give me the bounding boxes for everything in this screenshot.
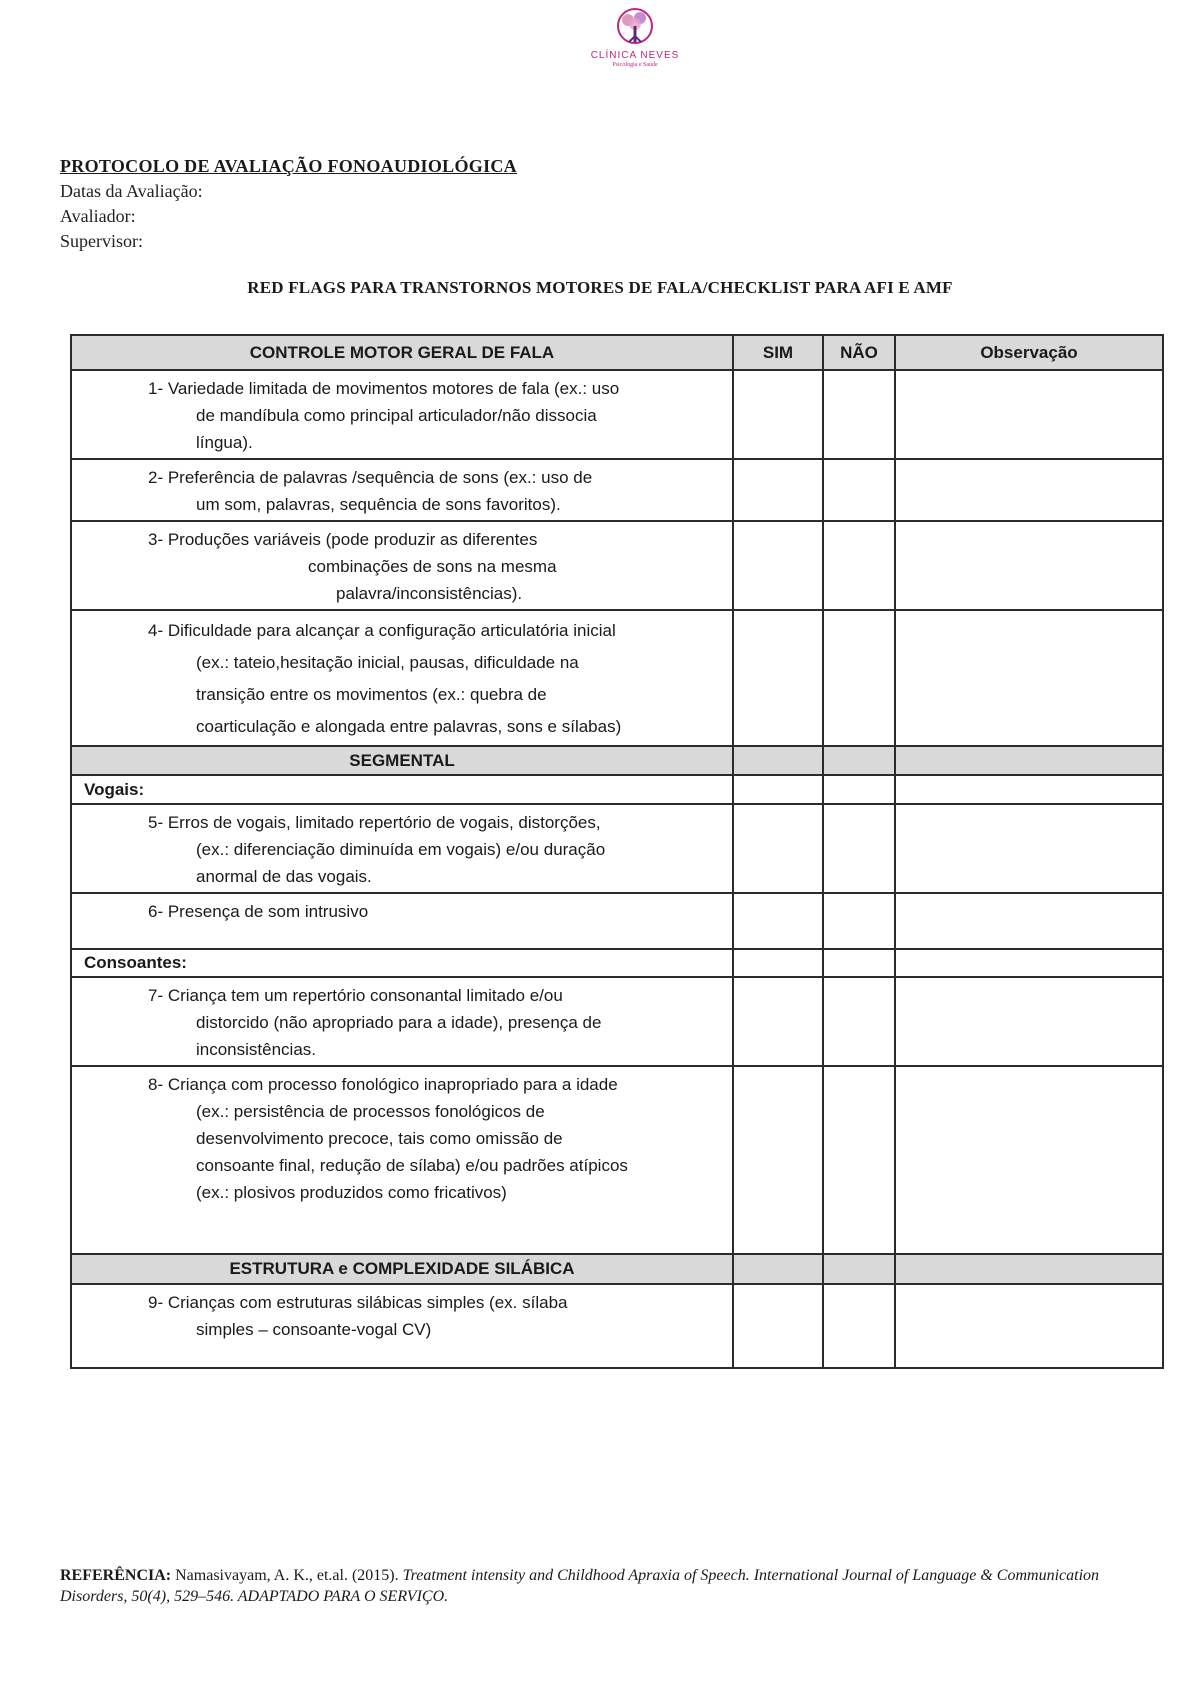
supervisor-field: Supervisor: [60,231,143,251]
evaluation-dates-field: Datas da Avaliação: [60,181,203,201]
no-header: NÃO [823,335,895,370]
notes-cell[interactable] [895,521,1163,610]
item-5 [71,804,733,893]
item-text-line: anormal de das vogais. [196,867,372,886]
yes-cell[interactable] [733,1066,823,1254]
yes-cell[interactable] [733,459,823,521]
notes-header: Observação [895,335,1163,370]
yes-cell[interactable] [733,949,823,977]
item-text-line: (ex.: tateio,hesitação inicial, pausas, dificuldade na [196,653,579,672]
no-cell[interactable] [823,459,895,521]
item-text-line: 2- Preferência de palavras /sequência de sons (ex.: uso de [148,468,593,487]
item-text-line: 5- Erros de vogais, limitado repertório de vogais, distorções, [148,813,601,832]
section-row-segmental [71,746,1163,775]
red-flags-checklist-table [70,334,1164,1369]
item-text-line: 1- Variedade limitada de movimentos motores de fala (ex.: uso [148,379,620,398]
table-row [71,459,1163,521]
no-cell[interactable] [823,977,895,1066]
table-row [71,893,1163,949]
item-text-line: língua). [196,433,253,452]
table-row [71,370,1163,459]
item-text-line: transição entre os movimentos (ex.: quebra de [196,685,547,704]
table-row [71,977,1163,1066]
subsection-title-consonants: Consoantes: [71,949,733,977]
no-cell[interactable] [823,1284,895,1368]
item-7 [71,977,733,1066]
no-cell[interactable] [823,949,895,977]
notes-cell[interactable] [895,804,1163,893]
notes-cell[interactable] [895,977,1163,1066]
reference-authors: Namasivayam, A. K., et.al. (2015). [171,1567,403,1584]
clinic-name: CLÍNICA NEVES [590,50,680,61]
item-2 [71,459,733,521]
item-text-line: 4- Dificuldade para alcançar a configuração articulatória inicial [148,621,616,640]
item-text-line: um som, palavras, sequência de sons favoritos). [196,495,561,514]
item-text-line: (ex.: plosivos produzidos como fricativos) [196,1183,507,1202]
item-text-line: 6- Presença de som intrusivo [148,902,369,921]
document-header [60,154,517,254]
clinic-logo [585,6,685,78]
item-text-line: distorcido (não apropriado para a idade), presença de [196,1013,602,1032]
notes-cell[interactable] [895,610,1163,746]
item-8 [71,1066,733,1254]
no-cell[interactable] [823,893,895,949]
item-6 [71,893,733,949]
item-text-line: consoante final, redução de sílaba) e/ou padrões atípicos [196,1156,628,1175]
item-text-line: (ex.: diferenciação diminuída em vogais) e/ou duração [196,840,606,859]
yes-cell[interactable] [733,977,823,1066]
item-text-line: (ex.: persistência de processos fonológicos de [196,1102,545,1121]
subsection-title-vowels: Vogais: [71,775,733,804]
table-header-row [71,335,1163,370]
section-title-segmental: SEGMENTAL [71,746,733,775]
item-3 [71,521,733,610]
subsection-row-vowels [71,775,1163,804]
notes-cell[interactable] [895,370,1163,459]
table-row [71,1284,1163,1368]
item-text-line: coarticulação e alongada entre palavras, sons e sílabas) [196,717,622,736]
category-header: CONTROLE MOTOR GERAL DE FALA [71,335,733,370]
notes-cell[interactable] [895,1066,1163,1254]
yes-cell[interactable] [733,370,823,459]
subsection-row-consonants [71,949,1163,977]
no-cell[interactable] [823,775,895,804]
item-text-line: palavra/inconsistências). [336,584,523,603]
no-cell[interactable] [823,610,895,746]
reference-label: REFERÊNCIA: [60,1567,172,1584]
yes-cell[interactable] [733,775,823,804]
item-text-line: simples – consoante-vogal CV) [196,1320,432,1339]
item-text-line: desenvolvimento precoce, tais como omissão de [196,1129,563,1148]
item-text-line: 8- Criança com processo fonológico inapropriado para a idade [148,1075,618,1094]
reference [60,1565,1140,1607]
yes-cell[interactable] [733,1284,823,1368]
notes-cell[interactable] [895,893,1163,949]
no-cell[interactable] [823,804,895,893]
no-cell[interactable] [823,370,895,459]
tree-logo-icon [613,6,657,50]
yes-header: SIM [733,335,823,370]
item-text-line: 9- Crianças com estruturas silábicas simples (ex. sílaba [148,1293,568,1312]
item-text-line: combinações de sons na mesma [308,557,557,576]
clinic-tagline: Psicologia e Saúde [612,62,658,68]
section-row-syllabic [71,1254,1163,1284]
notes-cell[interactable] [895,1284,1163,1368]
no-cell[interactable] [823,1066,895,1254]
notes-cell[interactable] [895,459,1163,521]
item-9 [71,1284,733,1368]
yes-cell[interactable] [733,804,823,893]
table-row [71,1066,1163,1254]
item-text-line: de mandíbula como principal articulador/não dissocia [196,406,597,425]
section-title-syllabic: ESTRUTURA e COMPLEXIDADE SILÁBICA [71,1254,733,1284]
table-row [71,804,1163,893]
checklist-title: RED FLAGS PARA TRANSTORNOS MOTORES DE FALA/CHECKLIST PARA AFI E AMF [247,278,953,297]
document-title: PROTOCOLO DE AVALIAÇÃO FONOAUDIOLÓGICA [60,156,517,176]
reference-title: Treatment intensity and Childhood Apraxia of Speech. International Journal of Language & Communication Disorders, 50(4), 529–546. ADAPTADO PARA O SERVIÇO. [60,1567,1100,1605]
notes-cell[interactable] [895,949,1163,977]
item-1 [71,370,733,459]
item-text-line: 3- Produções variáveis (pode produzir as diferentes [148,530,538,549]
item-text-line: inconsistências. [196,1040,317,1059]
no-cell[interactable] [823,521,895,610]
item-text-line: 7- Criança tem um repertório consonantal limitado e/ou [148,986,563,1005]
yes-cell[interactable] [733,610,823,746]
item-4 [71,610,733,746]
table-row [71,610,1163,746]
notes-cell[interactable] [895,775,1163,804]
table-row [71,521,1163,610]
yes-cell[interactable] [733,521,823,610]
yes-cell[interactable] [733,893,823,949]
evaluator-field: Avaliador: [60,206,136,226]
